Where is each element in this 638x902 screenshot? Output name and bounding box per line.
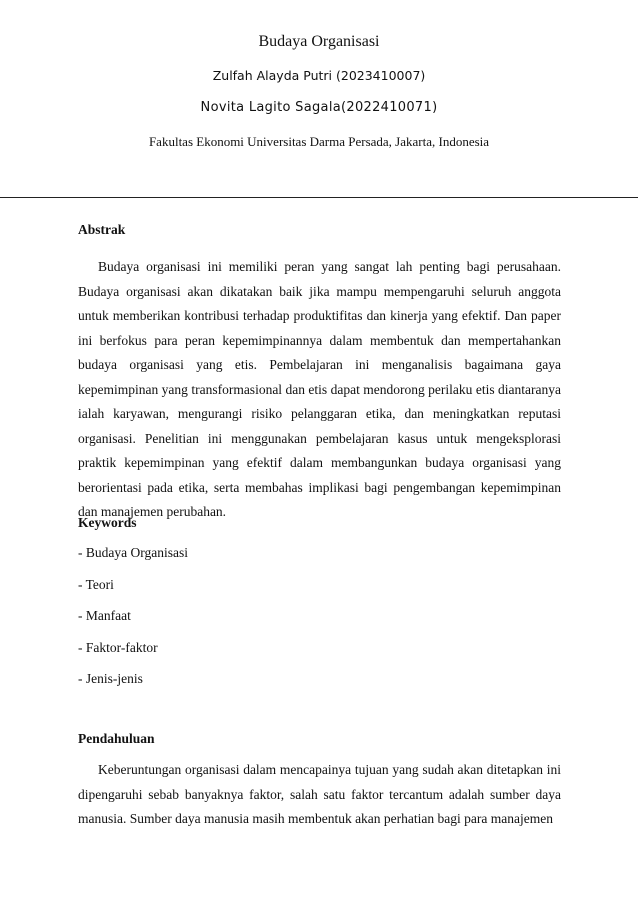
author-line-2: Novita Lagito Sagala(2022410071) [200,100,438,115]
introduction-heading: Pendahuluan [78,731,155,746]
abstract-heading: Abstrak [78,222,126,237]
keyword-item: - Teori [78,576,114,592]
keyword-item: - Faktor-faktor [78,639,158,655]
abstract-paragraph: Budaya organisasi ini memiliki peran yang sangat lah penting bagi perusahaan. Budaya organisasi akan dikatakan baik jika mampu mempengaruhi seluruh anggota untuk memberikan kontribusi terhadap produktifitas dan kinerja yang efektif. Dan paper ini berfokus para peran kepemimpinannya dalam membentuk dan mempertahankan budaya organisasi yang etis. Pembelajaran ini menganalisis bagaimana gaya kepemimpinan yang transformasional dan etis dapat mendorong perilaku etis diantaranya ialah karyawan, mengurangi risiko pelanggaran etika, dan meningkatkan reputasi organisasi. Penelitian ini menggunakan pembelajaran kasus untuk mengeksplorasi praktik kepemimpinan yang efektif dalam membangunkan budaya organisasi yang berorientasi pada etika, serta membahas implikasi bagi pengembangan kepemimpinan dan manajemen perubahan. [78,259,561,519]
keywords-heading: Keywords [78,515,137,530]
keyword-item: - Manfaat [78,608,131,623]
keyword-item: - Budaya Organisasi [78,545,188,560]
header-divider [0,197,638,198]
keywords-list [78,541,188,699]
paper-title: Budaya Organisasi [258,33,380,50]
author-line-1: Zulfah Alayda Putri (2023410007) [212,68,426,83]
keyword-item: - Jenis-jenis [78,671,143,686]
affiliation: Fakultas Ekonomi Universitas Darma Persada, Jakarta, Indonesia [148,134,490,149]
introduction-paragraph: Keberuntungan organisasi dalam mencapainya tujuan yang sudah akan ditetapkan ini dipengaruhi sebab banyaknya faktor, salah satu faktor tercantum adalah sumber daya manusia. Sumber daya manusia masih membentuk akan perhatian bagi para manajemen [78,762,561,826]
